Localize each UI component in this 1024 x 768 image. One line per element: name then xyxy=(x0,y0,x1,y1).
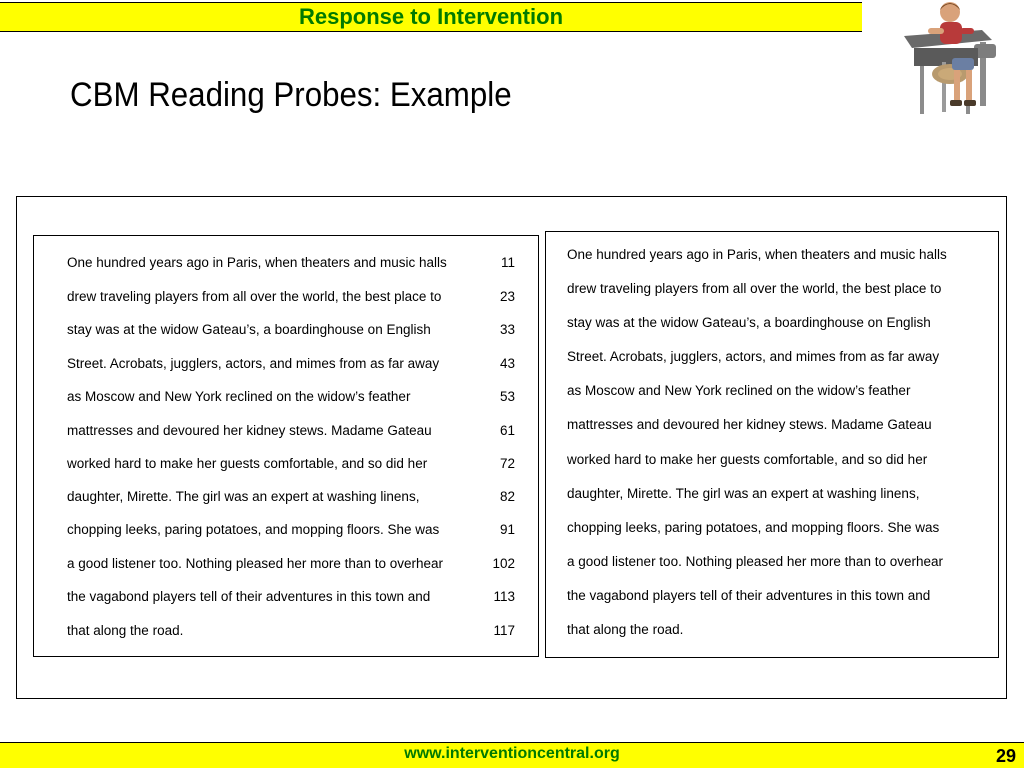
word-count: 33 xyxy=(499,322,515,337)
word-count: 43 xyxy=(499,356,515,371)
examiner-line: stay was at the widow Gateau’s, a boardinghouse on English xyxy=(67,322,431,337)
student-line: Street. Acrobats, jugglers, actors, and mimes from as far away xyxy=(567,349,940,364)
student-at-desk-image xyxy=(862,0,1024,122)
examiner-line: worked hard to make her guests comfortable, and so did her xyxy=(67,456,428,471)
footer-url-link[interactable]: www.interventioncentral.org xyxy=(404,745,620,762)
student-line: a good listener too. Nothing pleased her more than to overhear xyxy=(567,554,943,569)
examiner-line: Street. Acrobats, jugglers, actors, and mimes from as far away xyxy=(67,356,440,371)
word-count: 82 xyxy=(499,489,515,504)
examiner-line: as Moscow and New York reclined on the widow’s feather xyxy=(67,389,411,404)
student-line: chopping leeks, paring potatoes, and mopping floors. She was xyxy=(567,520,940,535)
word-count: 91 xyxy=(499,522,515,537)
student-line: the vagabond players tell of their adventures in this town and xyxy=(567,588,931,603)
page-title: CBM Reading Probes: Example xyxy=(70,76,512,114)
examiner-line: mattresses and devoured her kidney stews. Madame Gateau xyxy=(67,423,432,438)
word-count: 61 xyxy=(499,423,515,438)
student-line: drew traveling players from all over the world, the best place to xyxy=(567,281,942,296)
student-line: that along the road. xyxy=(567,622,684,637)
word-count: 102 xyxy=(492,556,515,571)
student-line: worked hard to make her guests comfortable, and so did her xyxy=(567,452,928,467)
examiner-line: a good listener too. Nothing pleased her more than to overhear xyxy=(67,556,443,571)
examiner-line: that along the road. xyxy=(67,623,184,638)
examiner-line: drew traveling players from all over the world, the best place to xyxy=(67,289,442,304)
examiner-line: chopping leeks, paring potatoes, and mopping floors. She was xyxy=(67,522,440,537)
word-count: 72 xyxy=(499,456,515,471)
word-count: 11 xyxy=(500,255,515,270)
student-line: daughter, Mirette. The girl was an expert at washing linens, xyxy=(567,486,920,501)
student-line: mattresses and devoured her kidney stews. Madame Gateau xyxy=(567,417,932,432)
word-count: 117 xyxy=(493,623,515,638)
examiner-line: One hundred years ago in Paris, when theaters and music halls xyxy=(67,255,447,270)
examiner-line: the vagabond players tell of their adventures in this town and xyxy=(67,589,431,604)
student-line: as Moscow and New York reclined on the widow’s feather xyxy=(567,383,911,398)
page-number: 29 xyxy=(995,746,1016,766)
examiner-line: daughter, Mirette. The girl was an expert at washing linens, xyxy=(67,489,420,504)
word-count: 53 xyxy=(499,389,515,404)
student-line: stay was at the widow Gateau’s, a boardinghouse on English xyxy=(567,315,931,330)
header-title: Response to Intervention xyxy=(298,4,564,29)
student-line: One hundred years ago in Paris, when theaters and music halls xyxy=(567,247,947,262)
word-count: 23 xyxy=(499,289,515,304)
word-count: 113 xyxy=(493,589,515,604)
